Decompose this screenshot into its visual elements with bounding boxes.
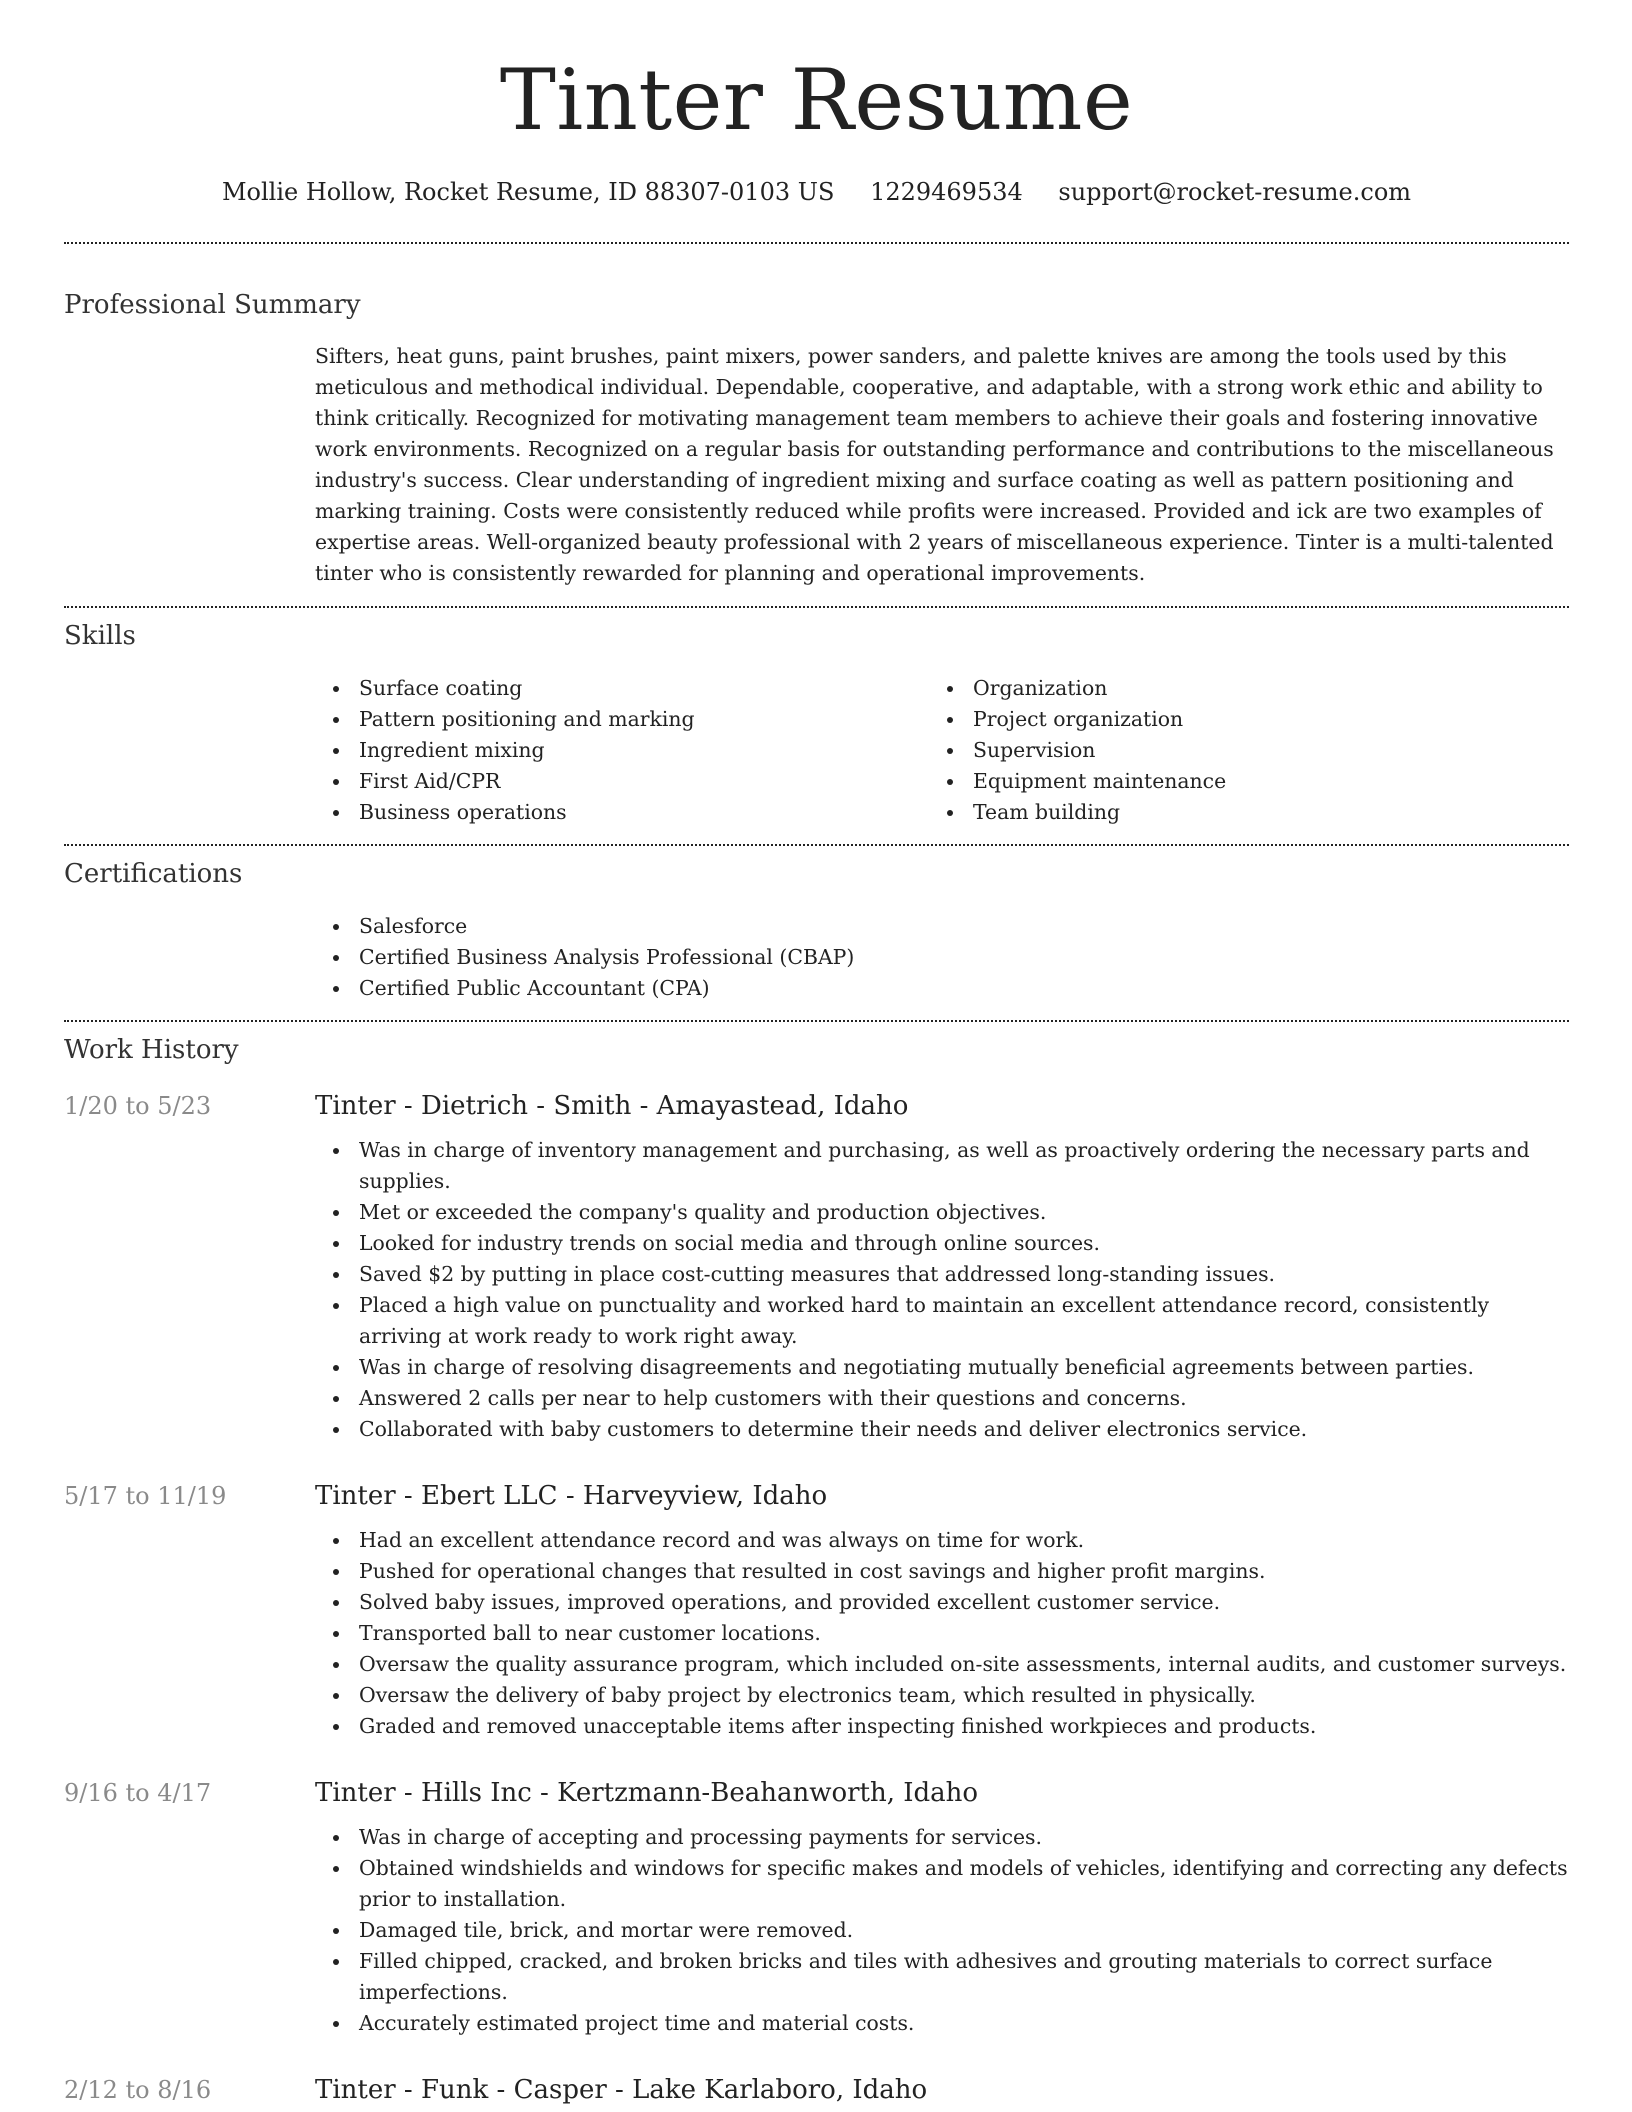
skill-item: Business operations	[315, 797, 929, 828]
job-bullet: Damaged tile, brick, and mortar were removed.	[315, 1915, 1569, 1946]
skill-item: First Aid/CPR	[315, 766, 929, 797]
job-entry	[64, 1479, 1569, 1742]
summary-text: Sifters, heat guns, paint brushes, paint mixers, power sanders, and palette knives are among the tools used by this meticulous and methodical individual. Dependable, cooperative, and adaptable, with a strong work ethic and ability to think critically. Recognized for motivating management team members to achieve their goals and fostering innovative work environments. Recognized on a regular basis for outstanding performance and contributions to the miscellaneous industry's success. Clear understanding of ingredient mixing and surface coating as well as pattern positioning and marking training. Costs were consistently reduced while profits were increased. Provided and ick are two examples of expertise areas. Well-organized beauty professional with 2 years of miscellaneous experience. Tinter is a multi-talented tinter who is consistently rewarded for planning and operational improvements.	[315, 344, 1554, 585]
skills-heading: Skills	[64, 621, 136, 651]
skill-item: Equipment maintenance	[929, 766, 1543, 797]
job-bullet: Met or exceeded the company's quality and production objectives.	[315, 1197, 1569, 1228]
contact-address: Mollie Hollow, Rocket Resume, ID 88307-0103 US	[221, 178, 835, 206]
certification-item: Certified Business Analysis Professional (CBAP)	[315, 942, 1569, 973]
certification-item: Certified Public Accountant (CPA)	[315, 973, 1569, 1004]
certifications-heading: Certifications	[64, 859, 243, 889]
skill-item: Surface coating	[315, 673, 929, 704]
contact-email: support@rocket-resume.com	[1058, 178, 1412, 206]
job-bullet: Obtained windshields and windows for specific makes and models of vehicles, identifying and correcting any defects prior to installation.	[315, 1853, 1569, 1915]
certifications-section	[64, 857, 1569, 1004]
job-bullet: Oversaw the quality assurance program, which included on-site assessments, internal audits, and customer surveys.	[315, 1649, 1569, 1680]
contact-info	[64, 176, 1569, 208]
job-dates: 9/16 to 4/17	[64, 1779, 212, 1807]
job-bullet: Oversaw the delivery of baby project by electronics team, which resulted in physically.	[315, 1680, 1569, 1711]
skill-item: Pattern positioning and marking	[315, 704, 929, 735]
skills-section	[64, 619, 1569, 828]
job-title: Tinter - Dietrich - Smith - Amayastead, Idaho	[315, 1091, 909, 1121]
job-bullet: Pushed for operational changes that resulted in cost savings and higher profit margins.	[315, 1556, 1569, 1587]
skill-item: Organization	[929, 673, 1543, 704]
work-history-section	[64, 1033, 1569, 2107]
job-bullets	[315, 1135, 1569, 1445]
job-bullet: Filled chipped, cracked, and broken bricks and tiles with adhesives and grouting materials to correct surface imperfections.	[315, 1946, 1569, 2008]
skill-item: Project organization	[929, 704, 1543, 735]
job-title: Tinter - Funk - Casper - Lake Karlaboro, Idaho	[315, 2075, 928, 2105]
skill-item: Ingredient mixing	[315, 735, 929, 766]
job-bullets	[315, 1822, 1569, 2039]
contact-phone: 1229469534	[870, 178, 1023, 206]
resume-title: Tinter Resume	[499, 51, 1134, 149]
job-dates: 5/17 to 11/19	[64, 1482, 227, 1510]
divider	[64, 844, 1569, 846]
job-entry	[64, 2073, 1569, 2107]
job-bullet: Was in charge of resolving disagreements and negotiating mutually beneficial agreements between parties.	[315, 1352, 1569, 1383]
job-bullet: Placed a high value on punctuality and worked hard to maintain an excellent attendance record, consistently arriving at work ready to work right away.	[315, 1290, 1569, 1352]
job-bullet: Graded and removed unacceptable items after inspecting finished workpieces and products.	[315, 1711, 1569, 1742]
job-title: Tinter - Hills Inc - Kertzmann-Beahanworth, Idaho	[315, 1778, 979, 1808]
divider	[64, 606, 1569, 608]
job-entry	[64, 1776, 1569, 2039]
job-bullet: Accurately estimated project time and material costs.	[315, 2008, 1569, 2039]
summary-section	[64, 288, 1569, 589]
job-entry	[64, 1089, 1569, 1445]
job-bullets	[315, 1525, 1569, 1742]
skill-item: Supervision	[929, 735, 1543, 766]
job-bullet: Collaborated with baby customers to determine their needs and deliver electronics service.	[315, 1414, 1569, 1445]
skills-list-left	[315, 673, 929, 828]
job-title: Tinter - Ebert LLC - Harveyview, Idaho	[315, 1481, 828, 1511]
divider	[64, 242, 1569, 244]
job-dates: 2/12 to 8/16	[64, 2076, 212, 2104]
job-bullet: Looked for industry trends on social media and through online sources.	[315, 1228, 1569, 1259]
job-bullet: Was in charge of accepting and processing payments for services.	[315, 1822, 1569, 1853]
job-dates: 1/20 to 5/23	[64, 1092, 212, 1120]
work-history-heading: Work History	[64, 1035, 239, 1065]
skill-item: Team building	[929, 797, 1543, 828]
job-bullet: Solved baby issues, improved operations, and provided excellent customer service.	[315, 1587, 1569, 1618]
job-bullet: Answered 2 calls per near to help customers with their questions and concerns.	[315, 1383, 1569, 1414]
skills-list-right	[929, 673, 1543, 828]
divider	[64, 1020, 1569, 1022]
certifications-list	[315, 911, 1569, 1004]
job-bullet: Saved $2 by putting in place cost-cutting measures that addressed long-standing issues.	[315, 1259, 1569, 1290]
summary-heading: Professional Summary	[64, 290, 361, 320]
job-bullet: Had an excellent attendance record and was always on time for work.	[315, 1525, 1569, 1556]
certification-item: Salesforce	[315, 911, 1569, 942]
job-bullet: Transported ball to near customer locations.	[315, 1618, 1569, 1649]
resume-page	[64, 0, 1569, 2107]
job-bullet: Was in charge of inventory management and purchasing, as well as proactively ordering the necessary parts and supplies.	[315, 1135, 1569, 1197]
